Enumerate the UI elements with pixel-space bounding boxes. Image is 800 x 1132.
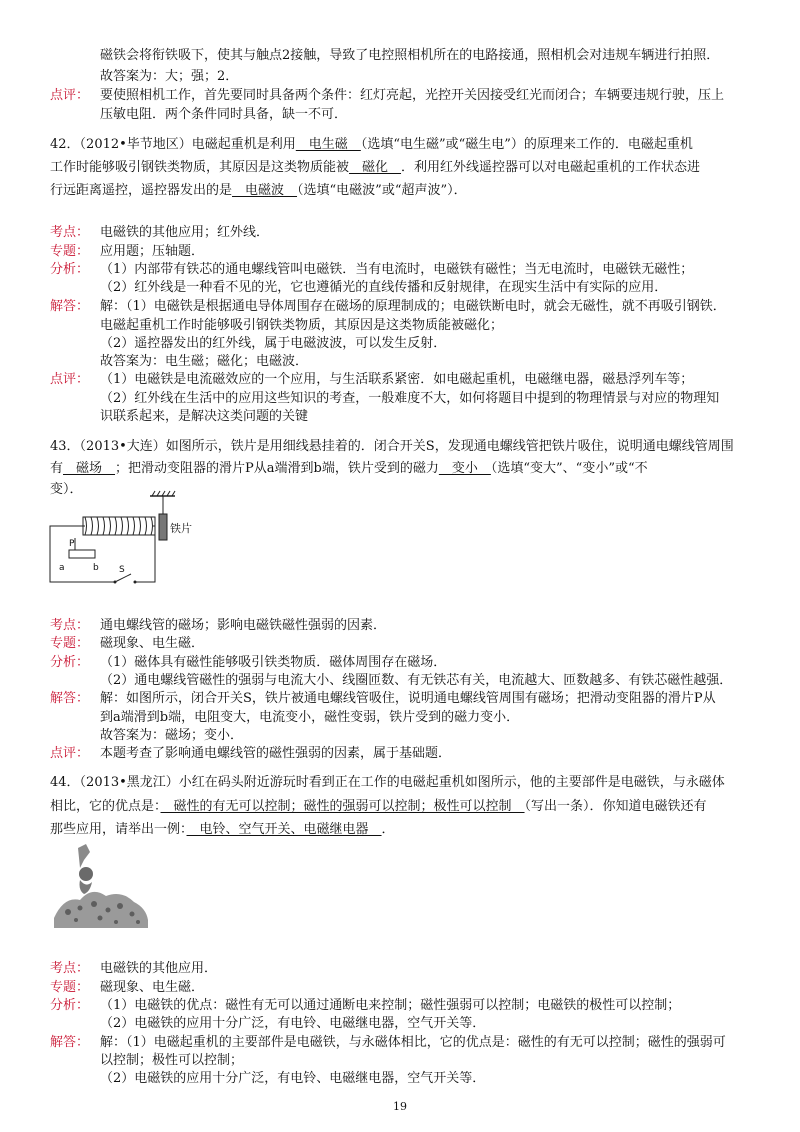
- fenxi-label: 分析：: [50, 262, 90, 277]
- iron-piece: [159, 514, 167, 540]
- jieda-text: 到a端滑到b端，电阻变大，电流变小，磁性变弱，铁片受到的磁力变小．: [100, 710, 520, 725]
- fenxi-text: （1）磁体具有磁性能够吸引铁类物质．磁体周围存在磁场．: [100, 655, 447, 670]
- jieda-text: （2）电磁铁的应用十分广泛，有电铃、电磁继电器，空气开关等．: [100, 1071, 486, 1086]
- label-p: P: [69, 539, 75, 549]
- question-line: [50, 182, 467, 200]
- zhuanti-label: 专题：: [50, 244, 90, 259]
- question-line: [50, 821, 395, 839]
- rheostat: [69, 550, 95, 558]
- dianping-text: （2）红外线在生活中的应用这些知识的考查，一般难度不大，如何将题目中提到的物理情景与对应的物理知: [100, 391, 720, 406]
- zhuanti-text: 应用题；压轴题．: [100, 244, 205, 259]
- comment-label: 点评：: [50, 88, 90, 103]
- answer-blank: 变小: [438, 461, 491, 476]
- jieda-text: 以控制；极性可以控制；: [100, 1053, 244, 1068]
- answer-blank: 电铃、空气开关、电磁继电器: [186, 822, 382, 837]
- question-text: ．利用红外线遥控器可以对电磁起重机的工作状态进: [401, 160, 701, 175]
- text-line: 磁铁会将衔铁吸下，使其与触点2接触，导致了电控照相机所在的电路接通，照相机会对违规车辆进行拍照．: [100, 48, 720, 63]
- question-text: 那些应用，请举出一例：: [50, 822, 187, 837]
- jieda-text: （2）遥控器发出的红外线，属于电磁波波，可以发生反射．: [100, 336, 447, 351]
- question-text: 相比，它的优点是：: [50, 799, 161, 814]
- question-text: （选填“电磁波”或“超声波”）．: [297, 183, 467, 198]
- dianping-text: 本题考查了影响通电螺线管的磁性强弱的因素，属于基础题．: [100, 746, 452, 761]
- jieda-text: 故答案为：电生磁；磁化；电磁波．: [100, 354, 309, 369]
- jieda-text: 电磁起重机工作时能够吸引钢铁类物质，其原因是这类物质能被磁化；: [100, 318, 504, 333]
- question-text: （选填“变大”、“变小”或“不: [490, 461, 648, 476]
- dianping-text: （1）电磁铁是电流磁效应的一个应用，与生活联系紧密．如电磁起重机，电磁继电器，磁悬浮列车等；: [100, 372, 694, 387]
- iron-label: 铁片: [170, 522, 192, 535]
- switch-blade: [115, 574, 131, 582]
- question-text: 工作时能够吸引钢铁类物质，其原因是这类物质能被: [50, 160, 350, 175]
- answer-blank: 磁化: [349, 160, 402, 175]
- answer-blank: 电生磁: [295, 137, 361, 152]
- question-43: 43．（2013•大连）如图所示，铁片是用细线悬挂着的．闭合开关S，发现通电螺线管把铁片吸住，说明通电螺线管周围: [50, 439, 734, 454]
- jieda-text: 解：如图所示，闭合开关S，铁片被通电螺线管吸住，说明通电螺线管周围有磁场；把滑动变阻器的滑片P从: [100, 691, 716, 706]
- crane-magnet: [79, 867, 93, 881]
- question-44: 44．（2013•黑龙江）小红在码头附近游玩时看到正在工作的电磁起重机如图所示，他的主要部件是电磁铁，与永磁体: [50, 775, 725, 790]
- kaodian-label: 考点：: [50, 961, 90, 976]
- question-text: ．: [381, 822, 395, 837]
- question-text: 行远距离遥控，遥控器发出的是: [50, 183, 233, 198]
- zhuanti-label: 专题：: [50, 636, 90, 651]
- dianping-text: 识联系起来，是解决这类问题的关键: [100, 409, 309, 424]
- fenxi-text: （2）红外线是一种看不见的光，它也遵循光的直线传播和反射规律，在现实生活中有实际的应用．: [100, 280, 668, 295]
- question-line: [50, 159, 700, 177]
- answer-blank: 磁场: [63, 461, 116, 476]
- question-text: 有: [50, 461, 64, 476]
- fenxi-text: （2）电磁铁的应用十分广泛，有电铃、电磁继电器，空气开关等．: [100, 1016, 486, 1031]
- fenxi-label: 分析：: [50, 655, 90, 670]
- solenoid-coil: [85, 517, 153, 535]
- fenxi-text: （1）电磁铁的优点：磁性有无可以通过通断电来控制；磁性强弱可以控制；电磁铁的极性可以控制；: [100, 998, 681, 1013]
- jieda-text: 解：（1）电磁铁是根据通电导体周围存在磁场的原理制成的；电磁铁断电时，就会无磁性，就不再吸引钢铁．: [100, 299, 726, 314]
- label-b: b: [93, 563, 99, 573]
- question-text: （写出一条）．你知道电磁铁还有: [524, 799, 707, 814]
- jieda-label: 解答：: [50, 1035, 90, 1050]
- question-line: [50, 798, 707, 816]
- label-s: S: [119, 565, 125, 575]
- answer-blank: 电磁波: [232, 183, 298, 198]
- zhuanti-text: 磁现象、电生磁．: [100, 980, 205, 995]
- crane-photo: [50, 838, 150, 933]
- label-a: a: [59, 563, 65, 573]
- jieda-label: 解答：: [50, 299, 90, 314]
- fenxi-text: （1）内部带有铁芯的通电螺线管叫电磁铁．当有电流时，电磁铁有磁性；当无电流时，电磁铁无磁性；: [100, 262, 694, 277]
- kaodian-label: 考点：: [50, 618, 90, 633]
- page-number: 19: [393, 1100, 407, 1113]
- jieda-text: 故答案为：磁场；变小．: [100, 728, 244, 743]
- question-text: （选填“电生磁”或“磁生电”）的原理来工作的．电磁起重机: [360, 137, 693, 152]
- zhuanti-label: 专题：: [50, 980, 90, 995]
- fenxi-text: （2）通电螺线管磁性的强弱与电流大小、线圈匝数、有无铁芯有关，电流越大、匝数越多、有铁芯磁性越强．: [100, 673, 733, 688]
- text-line: 要使照相机工作，首先要同时具备两个条件：红灯亮起，光控开关因接受红光而闭合；车辆要违规行驶，压上: [100, 88, 725, 103]
- fenxi-label: 分析：: [50, 998, 90, 1013]
- zhuanti-text: 磁现象、电生磁．: [100, 636, 205, 651]
- dianping-label: 点评：: [50, 372, 90, 387]
- question-text: ；把滑动变阻器的滑片P从a端滑到b端，铁片受到的磁力: [115, 461, 439, 476]
- jieda-text: 解：（1）电磁起重机的主要部件是电磁铁，与永磁体相比，它的优点是：磁性的有无可以控制；磁性的强弱可: [100, 1035, 726, 1050]
- jieda-label: 解答：: [50, 691, 90, 706]
- circuit-figure: [45, 490, 205, 590]
- text-line: 压敏电阻．两个条件同时具备，缺一不可．: [100, 107, 348, 122]
- kaodian-text: 电磁铁的其他应用；红外线．: [100, 225, 270, 240]
- kaodian-text: 通电螺线管的磁场；影响电磁铁磁性强弱的因素．: [100, 618, 387, 633]
- text-line: 故答案为：大；强；2．: [100, 69, 239, 84]
- solenoid-core: [83, 517, 155, 535]
- question-line: 变）．: [50, 482, 83, 497]
- answer-blank: 磁性的有无可以控制；磁性的强弱可以控制；极性可以控制: [160, 799, 525, 814]
- kaodian-label: 考点：: [50, 225, 90, 240]
- question-42: [50, 136, 693, 154]
- question-text: 42．（2012•毕节地区）电磁起重机是利用: [50, 137, 296, 152]
- question-line: [50, 460, 648, 478]
- dianping-label: 点评：: [50, 746, 90, 761]
- kaodian-text: 电磁铁的其他应用．: [100, 961, 218, 976]
